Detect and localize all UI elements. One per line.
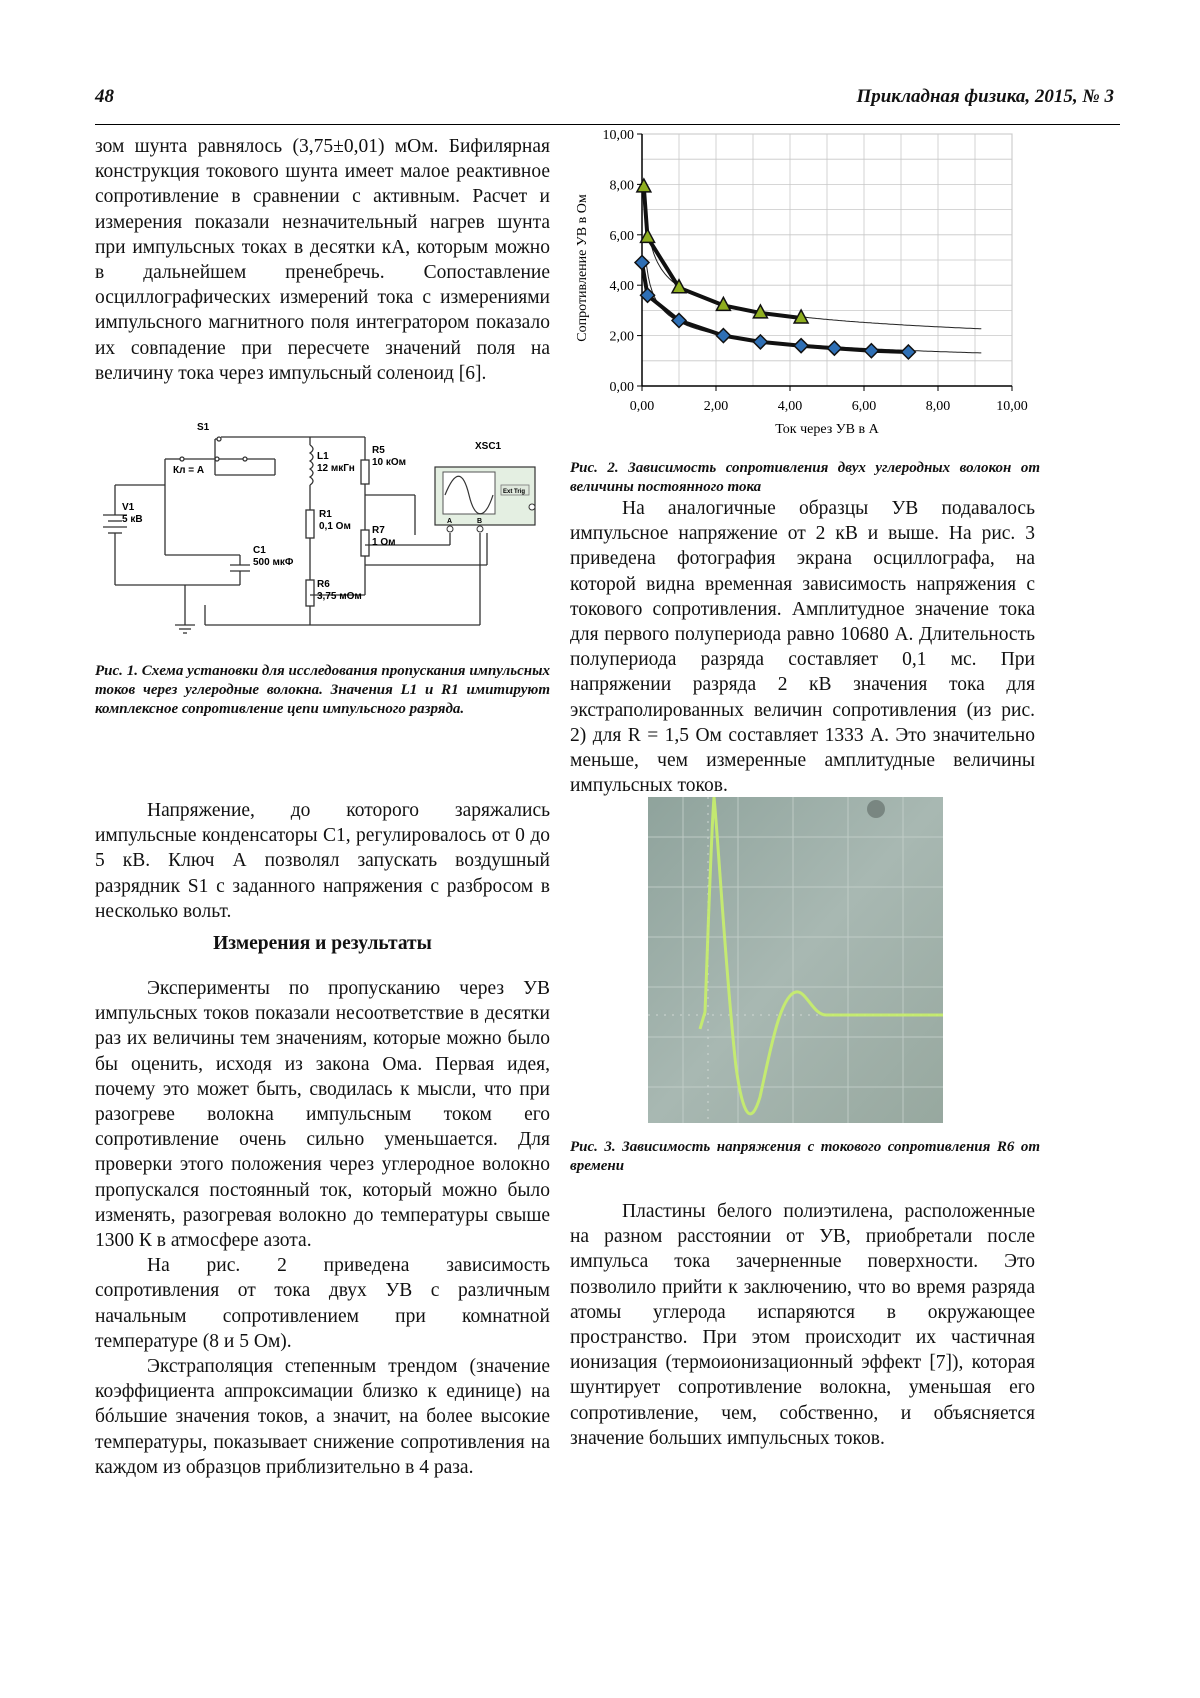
left-paragraph-1: зом шунта равнялось (3,75±0,01) мОм. Бифилярная конструкция токового шунта имеет малое реактивное сопротивление в сравнении с активным. Расчет и измерения показали незначительный нагрев шунта при импульсных токах в десятки кА, которым можно в дальнейшем пренебречь. Сопоставление осциллографических измерений тока с измерениями импульсного магнитного поля интегратором показало их совпадение при пересчете значений поля на величину тока через импульсный соленоид [6]. [95, 136, 550, 384]
right-paragraph-1: На аналогичные образцы УВ подавалось импульсное напряжение от 2 кВ и выше. На рис. 3 приведена фотография экрана осциллографа, на которой видна временная зависимость напряжения с токового сопротивления. Амплитудное значение тока для первого полупериода равно 10680 А. Длительность полупериода разряда составляет 0,1 мс. При напряжении разряда 2 кВ значения тока для экстраполированных величин сопротивления (из рис. 2) для R = 1,5 Ом составляет 1333 А. Это значительно меньше, чем измеренные амплитудные величины импульсных токов. [570, 498, 1035, 797]
left-body-block [95, 976, 550, 1480]
label-r6-value: 3,75 мОм [317, 591, 362, 602]
label-s1: S1 [197, 422, 210, 433]
label-r1: R1 [319, 509, 332, 520]
label-r7-value: 1 Ом [372, 537, 396, 548]
fig2-chart [570, 128, 1050, 448]
label-r1-value: 0,1 Ом [319, 521, 351, 532]
chart-y-tick-label: 6,00 [609, 228, 634, 244]
fig1-schematic [95, 415, 550, 645]
left-paragraph-3: Эксперименты по пропусканию через УВ импульсных токов показали несоответствие в десятки раз их величины тем значениям, которые можно было бы оценить, исходя из закона Ома. Первая идея, почему это может быть, сводилась к мысли, что при разогреве волокна импульсным током его сопротивление очень сильно уменьшается. Для проверки этого положения через углеродное волокно пропускался постоянный ток, который можно было изменять, разогревая волокно до температуры свыше 1300 К в атмосфере азота. [95, 978, 550, 1252]
label-xsc1: XSC1 [475, 441, 502, 452]
chart-ylabel: Сопротивление УВ в Ом [575, 194, 590, 342]
chart-xlabel: Ток через УВ в А [775, 422, 879, 437]
left-paragraph-5: Экстраполяция степенным трендом (значение коэффициента аппроксимации близко к единице) на бóльшие значения токов, а значит, на более высокие температуры, показывает снижение сопротивления на каждом из образцов приблизительно в 4 раза. [95, 1356, 550, 1478]
chart-y-tick-label: 4,00 [609, 279, 634, 295]
chart-x-tick-label: 4,00 [777, 399, 803, 414]
section-title: Измерения и результаты [213, 933, 432, 954]
label-r5-value: 10 кОм [372, 457, 407, 468]
label-v1: V1 [122, 502, 135, 513]
fig3-oscilloscope-photo [648, 797, 943, 1123]
label-v1-value: 5 кВ [122, 514, 143, 525]
chart-x-tick-label: 8,00 [925, 399, 951, 414]
chart-x-tick-label: 10,00 [996, 399, 1028, 414]
label-c1-value: 500 мкФ [253, 557, 294, 568]
fig2-caption: Рис. 2. Зависимость сопротивления двух углеродных волокон от величины постоянного тока [570, 460, 1040, 495]
label-r7: R7 [372, 525, 385, 536]
label-r5: R5 [372, 445, 385, 456]
journal-title: Прикладная физика, 2015, № 3 [856, 86, 1114, 107]
label-l1-value: 12 мкГн [317, 463, 355, 474]
label-c1: C1 [253, 545, 266, 556]
page-number: 48 [95, 86, 114, 107]
chart-y-tick-label: 8,00 [609, 178, 634, 194]
chart-y-tick-label: 10,00 [602, 128, 634, 143]
fig3-caption: Рис. 3. Зависимость напряжения с токового сопротивления R6 от времени [570, 1139, 1040, 1174]
label-l1: L1 [317, 451, 329, 462]
header-rule [95, 124, 1120, 125]
left-paragraph-4: На рис. 2 приведена зависимость сопротивления от тока двух УВ с различным начальным сопротивлением при комнатной температуре (8 и 5 Ом). [95, 1255, 550, 1352]
label-channel-a: A [447, 518, 453, 525]
chart-x-tick-label: 2,00 [703, 399, 729, 414]
label-ext-trig: Ext Trig [503, 489, 526, 495]
chart-x-tick-label: 6,00 [851, 399, 877, 414]
fig1-caption: Рис. 1. Схема установки для исследования пропускания импульсных токов через углеродные волокна. Значения L1 и R1 имитируют комплексное сопротивление цепи импульсного разряда. [95, 663, 550, 717]
chart-y-tick-label: 2,00 [609, 329, 634, 345]
right-paragraph-2: Пластины белого полиэтилена, расположенные на разном расстоянии от УВ, приобретали после импульса тока зачерненные поверхности. Это позволило прийти к заключению, что во время разряда атомы углерода испаряются в окружающее пространство. При этом происходит их частичная ионизация (термоионизационный эффект [7]), которая шунтирует сопротивление волокна, уменьшая его сопротивление, чем, собственно, и объясняется значение больших импульсных токов. [570, 1201, 1035, 1449]
chart-x-tick-label: 0,00 [629, 399, 655, 414]
label-channel-b: B [477, 518, 483, 525]
label-key: Кл = A [173, 465, 205, 476]
left-paragraph-2: Напряжение, до которого заряжались импульсные конденсаторы С1, регулировалось от 0 до 5 кВ. Ключ А позволял запускать воздушный разрядник S1 с заданного напряжения с разбросом в несколько вольт. [95, 800, 550, 922]
chart-y-tick-label: 0,00 [609, 380, 634, 395]
label-r6: R6 [317, 579, 330, 590]
